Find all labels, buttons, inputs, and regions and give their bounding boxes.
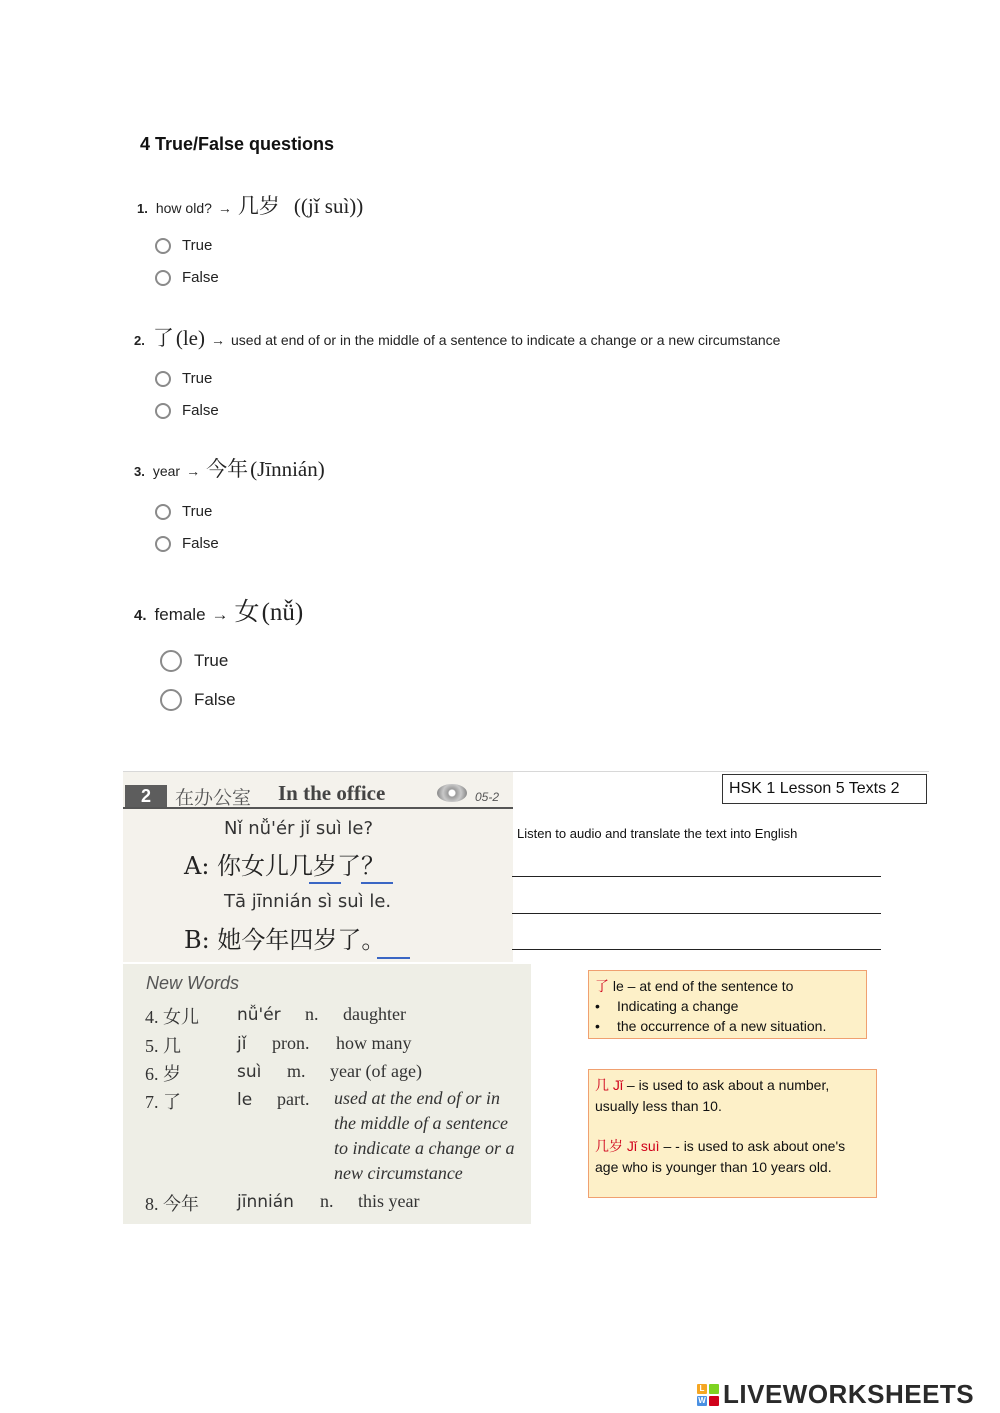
option-label: False xyxy=(194,690,236,709)
underline-mark xyxy=(309,882,341,884)
note-le xyxy=(588,970,867,1039)
logo-text: LIVEWORKSHEETS xyxy=(723,1379,975,1409)
question-english: female xyxy=(154,605,206,624)
arrow-icon: → xyxy=(211,605,229,624)
arrow-icon: → xyxy=(186,463,201,479)
arrow-icon: → xyxy=(217,200,232,216)
question-4 xyxy=(134,592,303,628)
q2-option-true[interactable] xyxy=(155,370,212,387)
vocab-row xyxy=(145,1003,199,1029)
vocab-pos: n. xyxy=(320,1191,334,1211)
arrow-icon: → xyxy=(211,332,225,348)
vocab-meaning: daughter xyxy=(343,1004,406,1024)
question-3 xyxy=(134,453,325,483)
vocab-pinyin: suì xyxy=(237,1062,262,1082)
radio-button[interactable] xyxy=(155,403,171,419)
q3-option-true[interactable] xyxy=(155,503,212,520)
note-bullet: • Indicating a change xyxy=(595,998,739,1014)
vocab-pinyin: nǚ'ér xyxy=(237,1005,281,1025)
q4-option-true[interactable] xyxy=(160,650,228,672)
question-number: 3. xyxy=(134,464,145,479)
q2-option-false[interactable] xyxy=(155,402,219,419)
logo-letter: W xyxy=(698,1395,706,1405)
textbook-english-title: In the office xyxy=(278,781,386,805)
question-pinyin: (nǚ) xyxy=(261,599,304,626)
question-english: year xyxy=(152,463,181,479)
note-paragraph-text: – is used to ask about a number, usually less than 10. xyxy=(595,1077,830,1114)
note-keyword: 几岁 Jǐ suì xyxy=(595,1138,660,1154)
question-pinyin: (le) xyxy=(175,326,205,350)
vocab-pinyin: jǐ xyxy=(237,1034,247,1054)
note-heading xyxy=(595,976,860,996)
vocab-pinyin: jīnnián xyxy=(237,1192,294,1212)
vocab-row xyxy=(145,1060,181,1086)
option-label: True xyxy=(194,651,229,670)
vocab-meaning: used at the end of or in the middle of a sentence to indicate a change or a new circumstance xyxy=(334,1088,515,1183)
radio-button[interactable] xyxy=(155,536,171,552)
instruction-text: Listen to audio and translate the text into English xyxy=(517,826,798,841)
option-label: False xyxy=(182,269,219,286)
question-number: 1. xyxy=(137,201,148,216)
option-label: False xyxy=(182,535,219,552)
question-2 xyxy=(134,322,780,352)
option-label: False xyxy=(182,402,219,419)
radio-button[interactable] xyxy=(155,371,171,387)
question-pinyin: ((jǐ suì)) xyxy=(293,194,364,218)
line-b-pinyin: Tā jīnnián sì suì le. xyxy=(224,891,392,912)
vocab-meaning: how many xyxy=(336,1033,412,1053)
note-bullet-text: Indicating a change xyxy=(617,998,739,1014)
vocab-word: 8. 今年 xyxy=(145,1194,199,1214)
question-chinese: 几岁 xyxy=(237,194,280,218)
underline-mark xyxy=(377,957,410,959)
note-ji-sui xyxy=(588,1069,877,1198)
vocab-pos: n. xyxy=(305,1004,319,1024)
radio-button[interactable] xyxy=(160,650,182,672)
translation-input-2[interactable] xyxy=(512,911,881,914)
textbook-text-number: 2 xyxy=(125,785,167,807)
line-b-chinese: B: 她今年四岁了。 xyxy=(184,926,386,954)
cd-icon xyxy=(437,784,467,802)
vocab-word: 4. 女儿 xyxy=(145,1007,199,1027)
vocabulary-title: New Words xyxy=(146,973,240,993)
vocab-pos: m. xyxy=(287,1061,306,1081)
vocab-row xyxy=(145,1088,181,1114)
option-label: True xyxy=(182,370,213,387)
question-chinese: 今年 xyxy=(206,457,249,481)
note-paragraph xyxy=(595,1075,870,1117)
vocab-pinyin: le xyxy=(237,1090,253,1110)
option-label: True xyxy=(182,237,213,254)
section-title: 4 True/False questions xyxy=(140,134,335,154)
note-keyword: 几 Jǐ xyxy=(595,1077,623,1093)
line-a-pinyin: Nǐ nǚ'ér jǐ suì le? xyxy=(224,818,374,839)
note-paragraph xyxy=(595,1136,870,1178)
line-a-chinese: A: 你女儿几岁了？ xyxy=(184,852,386,880)
q3-option-false[interactable] xyxy=(155,535,219,552)
radio-button[interactable] xyxy=(160,689,182,711)
note-paragraph-text: – - is used to ask about one's age who is younger than 10 years old. xyxy=(595,1138,846,1175)
option-label: True xyxy=(182,503,213,520)
q1-option-false[interactable] xyxy=(155,269,219,286)
note-heading-text: le – at end of the sentence to xyxy=(609,978,794,994)
question-1 xyxy=(137,190,363,220)
note-spacer xyxy=(595,1117,870,1136)
q1-option-true[interactable] xyxy=(155,237,212,254)
radio-button[interactable] xyxy=(155,238,171,254)
underline-mark xyxy=(361,882,393,884)
vocab-word: 6. 岁 xyxy=(145,1064,181,1084)
question-english: used at end of or in the middle of a sentence to indicate a change or a new circumstance xyxy=(231,332,781,348)
vocab-pos: pron. xyxy=(272,1033,310,1053)
translation-input-3[interactable] xyxy=(512,947,881,950)
note-bullet-text: the occurrence of a new situation. xyxy=(617,1018,827,1034)
logo-letter: L xyxy=(697,1384,707,1394)
track-number: 05-2 xyxy=(475,790,500,804)
textbook-chinese-title: 在办公室 xyxy=(175,787,252,809)
q4-option-false[interactable] xyxy=(160,689,236,711)
vocab-row xyxy=(145,1190,199,1216)
lesson-label: HSK 1 Lesson 5 Texts 2 xyxy=(722,774,927,804)
logo-icon xyxy=(697,1384,719,1406)
question-english: how old? xyxy=(155,200,212,216)
question-number: 2. xyxy=(134,333,145,348)
vocab-word: 7. 了 xyxy=(145,1092,181,1112)
question-number: 4. xyxy=(134,607,147,624)
radio-button[interactable] xyxy=(155,270,171,286)
note-keyword: 了 xyxy=(595,978,609,994)
translation-input-1[interactable] xyxy=(512,874,881,877)
liveworksheets-logo[interactable] xyxy=(697,1379,974,1410)
question-pinyin: (Jīnnián) xyxy=(250,457,325,481)
question-chinese: 了 xyxy=(152,326,174,350)
vocab-meaning: year (of age) xyxy=(330,1061,422,1081)
question-chinese: 女 xyxy=(234,597,260,626)
vocab-word: 5. 几 xyxy=(145,1036,181,1056)
vocab-pos: part. xyxy=(277,1089,310,1109)
note-bullet: • the occurrence of a new situation. xyxy=(595,1018,827,1034)
vocab-row xyxy=(145,1032,181,1058)
radio-button[interactable] xyxy=(155,504,171,520)
vocab-meaning: this year xyxy=(358,1191,420,1211)
